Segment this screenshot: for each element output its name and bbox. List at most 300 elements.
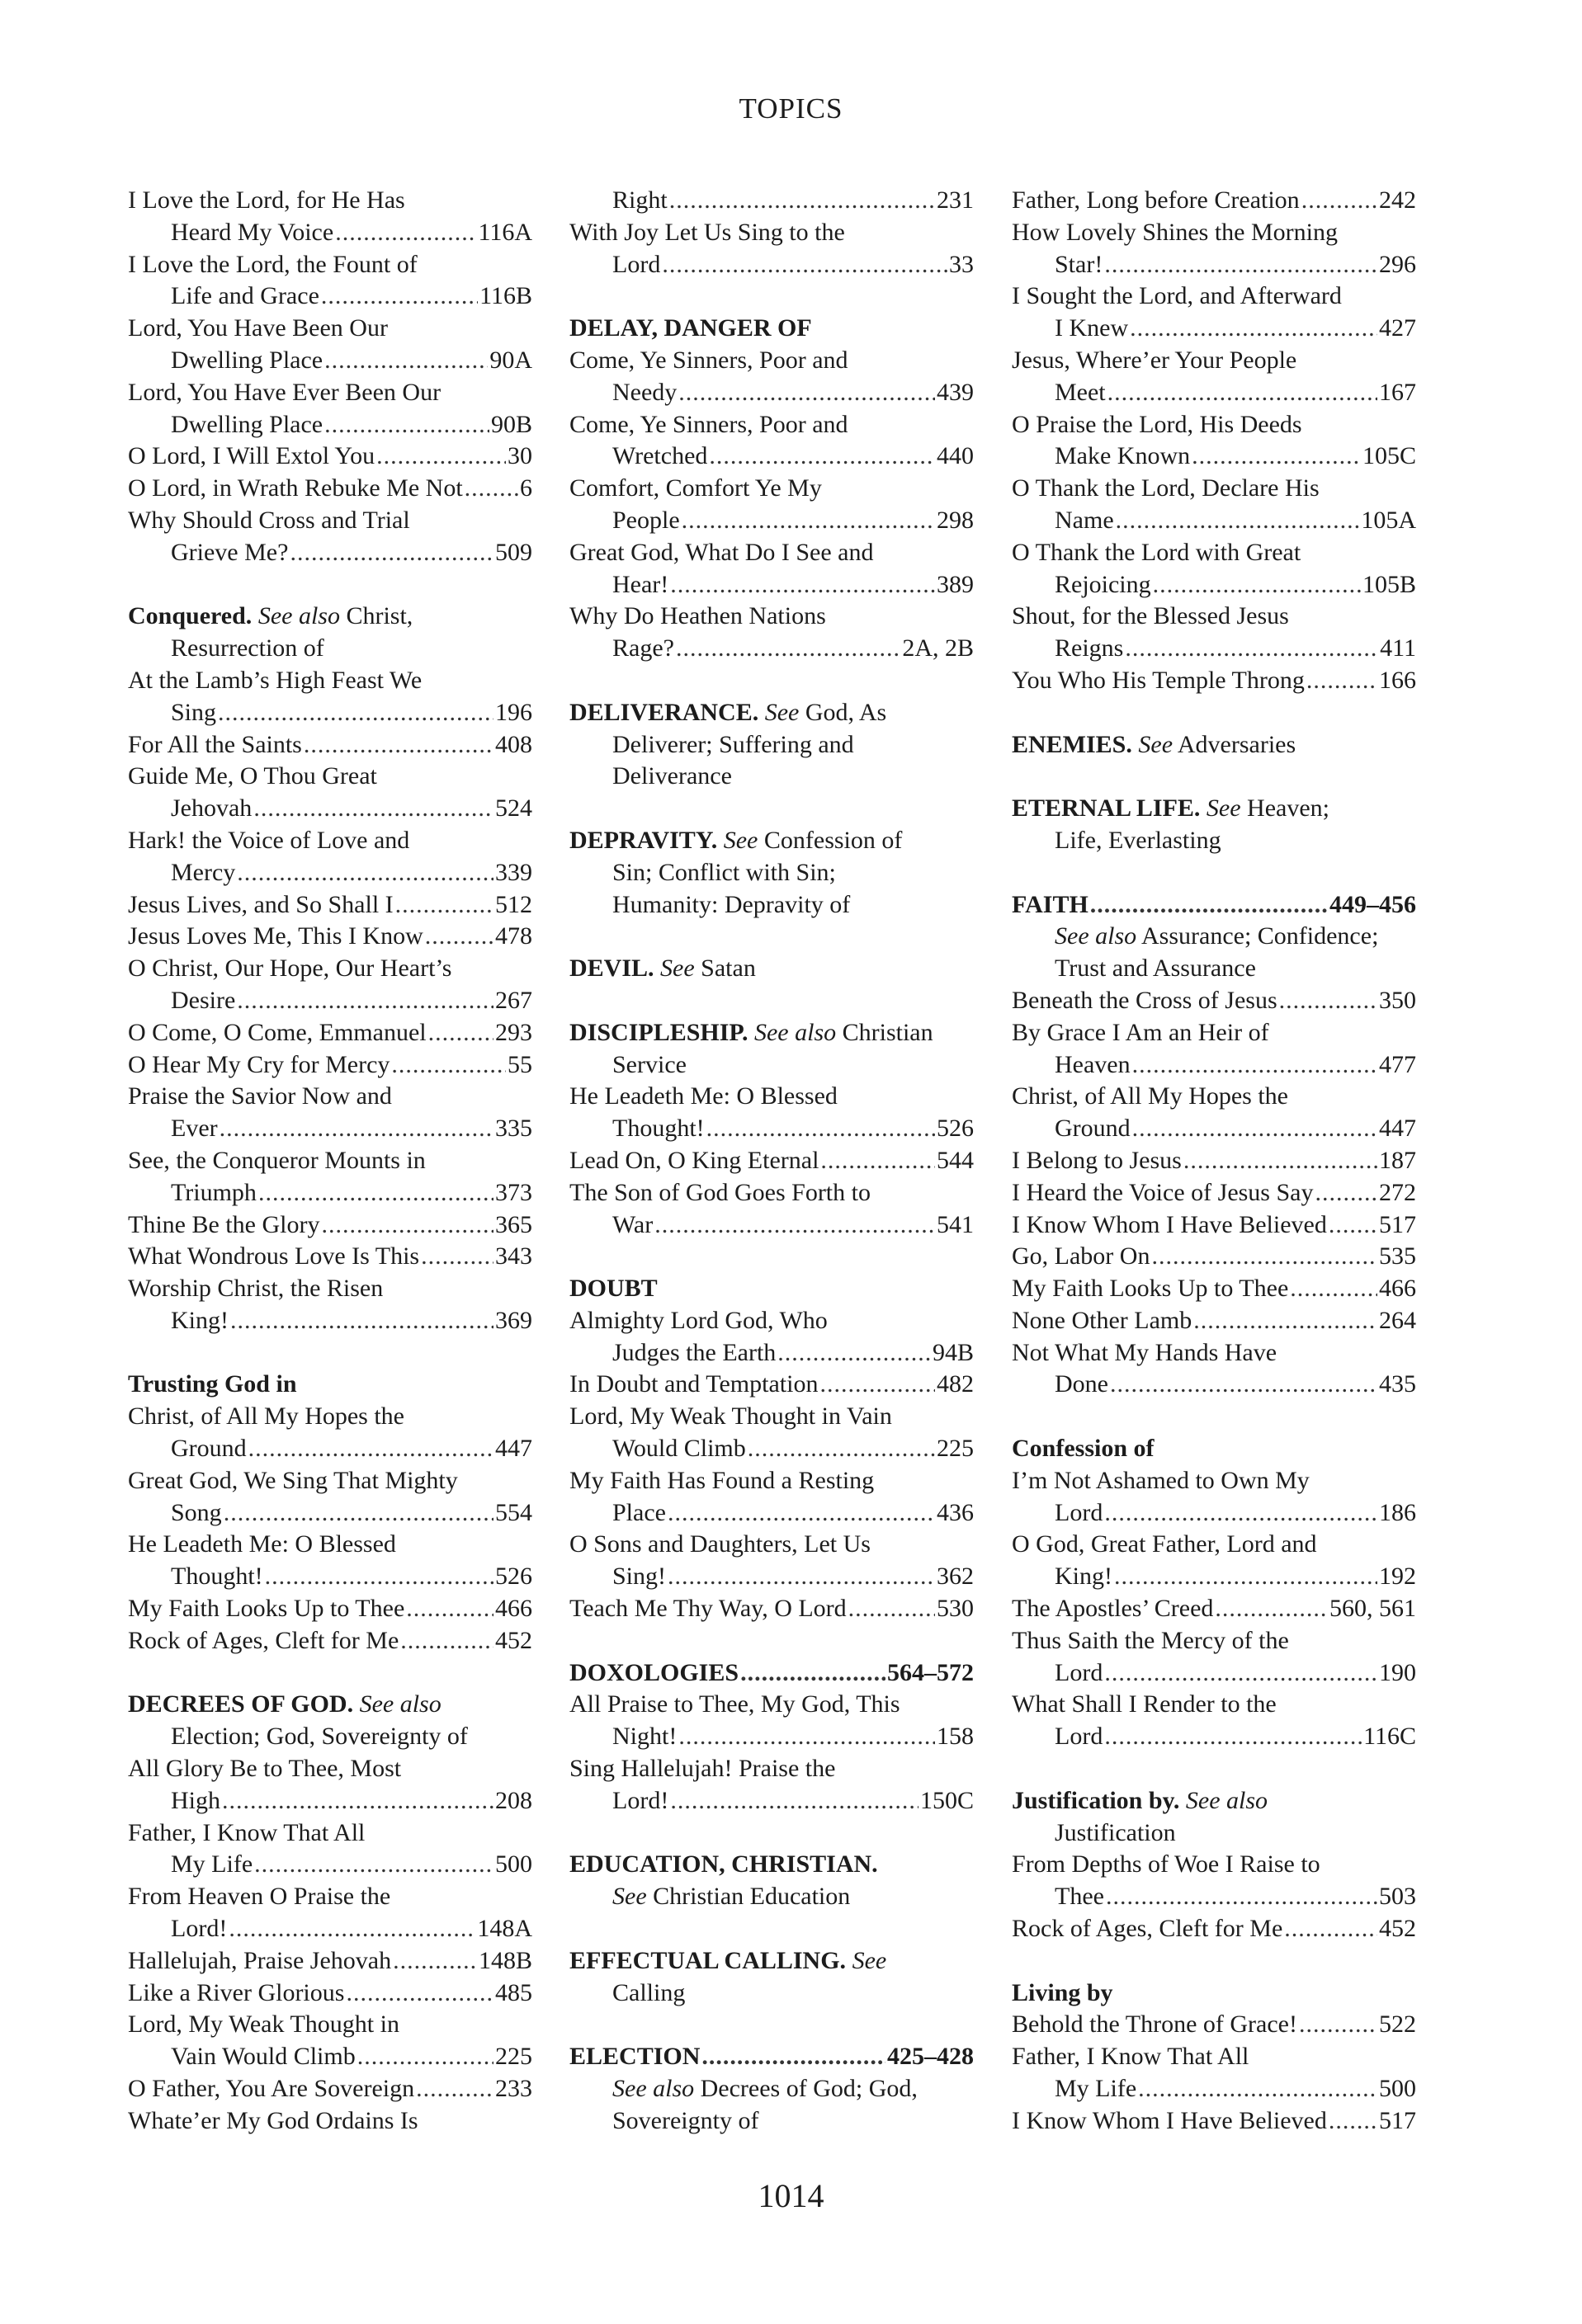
entry-text: High <box>171 1786 220 1814</box>
entry-text: Lead On, O King Eternal <box>569 1146 819 1174</box>
section-gap <box>569 921 974 953</box>
entry-text: My Life <box>171 1850 253 1879</box>
index-entry <box>128 537 532 569</box>
leader-dots <box>1151 1241 1377 1273</box>
leader-dots <box>676 633 900 665</box>
entry-text: I Know Whom I Have Believed <box>1012 1210 1327 1238</box>
leader-dots <box>248 1433 493 1465</box>
page-reference: 564–572 <box>887 1658 974 1686</box>
leader-dots <box>222 1785 493 1817</box>
section-gap <box>569 665 974 697</box>
entry-text: O Lord, in Wrath Rebuke Me Not <box>128 474 463 502</box>
leader-dots <box>1138 2073 1377 2105</box>
entry-title: Lord, My Weak Thought in <box>128 2011 399 2039</box>
page-reference: 116C <box>1363 1723 1416 1751</box>
index-entry <box>128 1561 532 1593</box>
entry-title: O Sons and Daughters, Let Us <box>569 1530 871 1558</box>
index-entry <box>128 1305 532 1337</box>
entry-title: Father, I Know That All <box>1012 2043 1249 2071</box>
page-reference: 512 <box>495 890 532 918</box>
entry-text: Go, Labor On <box>1012 1242 1150 1270</box>
page-reference: 560, 561 <box>1329 1595 1416 1623</box>
leader-dots <box>1284 1913 1377 1945</box>
topic-heading <box>569 2041 974 2073</box>
entry-continuation: Sovereignty of <box>612 2106 759 2134</box>
entry-text: Make Known <box>1055 442 1191 470</box>
leader-dots <box>218 697 493 729</box>
entry-title: All Praise to Thee, My God, This <box>569 1690 900 1718</box>
index-entry <box>1012 1177 1416 1209</box>
topic-heading <box>128 601 532 633</box>
cross-reference-text: Heaven; <box>1247 794 1329 823</box>
page-reference: 449–456 <box>1329 890 1416 918</box>
entry-text: Beneath the Cross of Jesus <box>1012 986 1277 1014</box>
leader-dots <box>1090 889 1328 922</box>
entry-title: What Shall I Render to the <box>1012 1690 1277 1718</box>
see-also-label: See <box>723 826 758 854</box>
section-gap <box>569 280 974 313</box>
entry-title: Why Do Heathen Nations <box>569 602 826 630</box>
entry-title: Praise the Savior Now and <box>128 1082 392 1110</box>
entry-text: Life and Grace <box>171 282 319 310</box>
index-entry <box>1012 1273 1416 1305</box>
leader-dots <box>669 185 935 217</box>
page-reference: 90A <box>489 346 532 374</box>
entry-text: Sing! <box>612 1563 667 1591</box>
entry-text: Heard My Voice <box>171 218 334 246</box>
leader-dots <box>1299 2009 1377 2041</box>
index-entry <box>128 1241 532 1273</box>
index-entry <box>1012 1113 1416 1145</box>
index-entry <box>569 1561 974 1593</box>
index-entry <box>1012 1145 1416 1177</box>
entry-text: Lord! <box>171 1915 228 1943</box>
entry-text: For All the Saints <box>128 730 302 758</box>
index-entry <box>569 1369 974 1401</box>
page-reference: 522 <box>1379 2011 1416 2039</box>
page-reference: 116B <box>479 282 532 310</box>
entry-title: Jesus, Where’er Your People <box>1012 346 1297 374</box>
leader-dots <box>346 1978 493 2010</box>
page-reference: 2A, 2B <box>902 634 974 662</box>
page-reference: 105B <box>1362 570 1416 598</box>
index-entry <box>128 857 532 889</box>
leader-dots <box>662 249 947 281</box>
leader-dots <box>701 2041 885 2073</box>
leader-dots <box>1306 665 1377 697</box>
entry-title: Shout, for the Blessed Jesus <box>1012 602 1289 630</box>
index-entry <box>1012 2009 1416 2041</box>
entry-text: People <box>612 506 680 534</box>
page-reference: 187 <box>1379 1146 1416 1174</box>
topic-heading <box>569 1849 974 1881</box>
entry-text: Grieve Me? <box>171 538 289 566</box>
entry-text: Right <box>612 186 668 214</box>
leader-dots <box>304 729 493 761</box>
index-column-2 <box>569 185 974 2138</box>
index-entry <box>128 2041 532 2073</box>
index-entry <box>1012 313 1416 345</box>
topic-heading-text: ENEMIES. <box>1012 730 1132 758</box>
entry-text: Dwelling Place <box>171 410 323 438</box>
entry-title: I Love the Lord, for He Has <box>128 186 405 214</box>
entry-title: Lord, You Have Been Our <box>128 314 388 342</box>
see-also-label: See also <box>1185 1786 1268 1814</box>
section-gap <box>569 1817 974 1850</box>
page-reference: 436 <box>937 1498 974 1526</box>
section-gap <box>1012 1753 1416 1785</box>
entry-title: At the Lamb’s High Feast We <box>128 666 423 694</box>
entry-text: Lord <box>1055 1498 1103 1526</box>
page-reference: 233 <box>495 2075 532 2103</box>
index-entry <box>128 889 532 922</box>
page-reference: 503 <box>1379 1883 1416 1911</box>
page-reference: 466 <box>1379 1275 1416 1303</box>
entry-title: Hark! the Voice of Love and <box>128 826 410 854</box>
index-entry <box>1012 1305 1416 1337</box>
index-entry <box>569 1145 974 1177</box>
page-reference: 33 <box>949 250 974 278</box>
topic-heading-text: DELAY, DANGER OF <box>569 314 812 342</box>
leader-dots <box>1153 569 1361 601</box>
index-entry <box>1012 1657 1416 1690</box>
entry-title: From Heaven O Praise the <box>128 1883 391 1911</box>
entry-continuation: Life, Everlasting <box>1055 826 1221 854</box>
entry-text: O Father, You Are Sovereign <box>128 2075 415 2103</box>
page-reference: 554 <box>495 1498 532 1526</box>
topic-heading-text: EDUCATION, CHRISTIAN. <box>569 1850 878 1879</box>
see-also-label: See <box>660 955 695 983</box>
page-reference: 150C <box>919 1786 974 1814</box>
entry-text: Ground <box>171 1435 247 1463</box>
index-entry <box>128 729 532 761</box>
index-entry <box>569 1337 974 1369</box>
entry-title: Come, Ye Sinners, Poor and <box>569 410 848 438</box>
page-reference: 148B <box>478 1946 532 1974</box>
index-entry <box>128 1849 532 1881</box>
index-entry <box>1012 505 1416 537</box>
page-reference: 190 <box>1379 1658 1416 1686</box>
entry-title: Christ, of All My Hopes the <box>1012 1082 1288 1110</box>
page-reference: 231 <box>937 186 974 214</box>
entry-title: I Sought the Lord, and Afterward <box>1012 282 1342 310</box>
page-reference: 365 <box>495 1210 532 1238</box>
page-reference: 477 <box>1379 1050 1416 1078</box>
topic-heading-text: DOXOLOGIES <box>569 1658 739 1686</box>
entry-continuation: Calling <box>612 1978 686 2006</box>
page-reference: 411 <box>1380 634 1416 662</box>
index-entry <box>569 1721 974 1753</box>
leader-dots <box>391 1049 506 1082</box>
index-entry <box>1012 1593 1416 1625</box>
index-entry <box>1012 633 1416 665</box>
entry-text: O Come, O Come, Emmanuel <box>128 1018 427 1046</box>
page-reference: 389 <box>937 570 974 598</box>
leader-dots <box>324 409 489 441</box>
section-gap <box>569 985 974 1017</box>
leader-dots <box>1116 505 1360 537</box>
entry-text: My Faith Looks Up to Thee <box>1012 1275 1289 1303</box>
leader-dots <box>1279 985 1377 1017</box>
entry-text: Father, Long before Creation <box>1012 186 1300 214</box>
page-reference: 116A <box>478 218 532 246</box>
index-entry <box>569 1785 974 1817</box>
topic-heading <box>1012 729 1416 761</box>
entry-text: King! <box>171 1306 229 1334</box>
topic-heading-text: DISCIPLESHIP. <box>569 1018 748 1046</box>
page-reference: 167 <box>1379 378 1416 406</box>
entry-title: By Grace I Am an Heir of <box>1012 1018 1269 1046</box>
topic-heading <box>569 1273 974 1305</box>
entry-title: O Praise the Lord, His Deeds <box>1012 410 1302 438</box>
index-entry <box>128 345 532 377</box>
entry-title: Worship Christ, the Risen <box>128 1275 384 1303</box>
leader-dots <box>1215 1593 1328 1625</box>
page-reference: 105C <box>1362 442 1416 470</box>
entry-text: O Hear My Cry for Mercy <box>128 1050 390 1078</box>
see-also-label: See also <box>359 1690 442 1718</box>
page-reference: 452 <box>495 1626 532 1654</box>
section-gap <box>128 569 532 601</box>
leader-dots <box>820 1145 935 1177</box>
entry-text: Lord <box>1055 1723 1103 1751</box>
topic-heading <box>128 1689 532 1721</box>
entry-title: The Son of God Goes Forth to <box>569 1178 871 1206</box>
page-reference: 517 <box>1379 1210 1416 1238</box>
leader-dots <box>230 1305 493 1337</box>
index-entry <box>1012 1881 1416 1913</box>
entry-title: All Glory Be to Thee, Most <box>128 1755 402 1783</box>
index-entry <box>128 1209 532 1242</box>
leader-dots <box>654 1209 935 1242</box>
index-entry <box>128 793 532 825</box>
leader-dots <box>428 1017 493 1049</box>
index-entry <box>128 921 532 953</box>
section-gap <box>569 1913 974 1945</box>
leader-dots <box>748 1433 935 1465</box>
index-entry <box>128 1497 532 1530</box>
index-entry <box>569 441 974 473</box>
leader-dots <box>678 1721 935 1753</box>
entry-text: Lord <box>1055 1658 1103 1686</box>
page-reference: 535 <box>1379 1242 1416 1270</box>
index-entry <box>128 1113 532 1145</box>
cross-reference-text: Christian Education <box>653 1883 851 1911</box>
entry-title: Great God, We Sing That Mighty <box>128 1466 458 1494</box>
entry-text: The Apostles’ Creed <box>1012 1595 1214 1623</box>
entry-text: Rock of Ages, Cleft for Me <box>1012 1915 1283 1943</box>
see-also-label: See <box>764 698 800 726</box>
entry-text: Heaven <box>1055 1050 1131 1078</box>
cross-reference-text: Christ, <box>346 602 413 630</box>
entry-text: Lord <box>612 250 661 278</box>
leader-dots <box>848 1593 935 1625</box>
topic-heading <box>1012 889 1416 922</box>
page-reference: 526 <box>495 1563 532 1591</box>
leader-dots <box>258 1177 493 1209</box>
page-reference: 242 <box>1379 186 1416 214</box>
page-reference: 293 <box>495 1018 532 1046</box>
entry-text: Thought! <box>612 1115 705 1143</box>
leader-dots <box>229 1913 475 1945</box>
page-reference: 439 <box>937 378 974 406</box>
index-entry <box>128 985 532 1017</box>
entry-continuation: Deliverance <box>612 762 732 790</box>
entry-title: Thus Saith the Mercy of the <box>1012 1626 1289 1654</box>
entry-text: Ever <box>171 1115 218 1143</box>
leader-dots <box>253 793 493 825</box>
page-reference: 362 <box>937 1563 974 1591</box>
page-reference: 350 <box>1379 986 1416 1014</box>
leader-dots <box>709 441 935 473</box>
entry-title: With Joy Let Us Sing to the <box>569 218 845 246</box>
see-also-label: See also <box>612 2075 695 2103</box>
index-entry <box>128 1785 532 1817</box>
index-entry <box>569 249 974 281</box>
leader-dots <box>254 1849 493 1881</box>
page-reference: 186 <box>1379 1498 1416 1526</box>
leader-dots <box>668 1497 935 1530</box>
page-reference: 447 <box>495 1435 532 1463</box>
topic-heading <box>1012 793 1416 825</box>
page-reference: 369 <box>495 1306 532 1334</box>
see-also-label: See <box>1206 794 1241 823</box>
cross-reference-text: Adversaries <box>1177 730 1296 758</box>
leader-dots <box>1329 2105 1377 2138</box>
page-reference: 6 <box>520 474 532 502</box>
page-reference: 452 <box>1379 1915 1416 1943</box>
entry-text: I Belong to Jesus <box>1012 1146 1182 1174</box>
entry-title: He Leadeth Me: O Blessed <box>128 1530 396 1558</box>
page-reference: 225 <box>937 1435 974 1463</box>
index-entry <box>128 1945 532 1978</box>
entry-title: Lord, You Have Ever Been Our <box>128 378 442 406</box>
page-reference: 296 <box>1379 250 1416 278</box>
entry-continuation: Humanity: Depravity of <box>612 890 851 918</box>
leader-dots <box>1104 249 1377 281</box>
entry-text: War <box>612 1210 654 1238</box>
entry-continuation: Election; God, Sovereignty of <box>171 1723 468 1751</box>
entry-title: Why Should Cross and Trial <box>128 506 410 534</box>
leader-dots <box>777 1337 931 1369</box>
entry-continuation: Service <box>612 1050 687 1078</box>
topic-heading-text: DEVIL. <box>569 955 654 983</box>
page-reference: 526 <box>937 1115 974 1143</box>
page-number: 1014 <box>758 2177 824 2214</box>
index-entry <box>1012 2073 1416 2105</box>
page-reference: 509 <box>495 538 532 566</box>
index-entry <box>128 473 532 505</box>
topic-heading-text: FAITH <box>1012 890 1089 918</box>
index-entry <box>128 217 532 249</box>
leader-dots <box>321 280 478 313</box>
index-entry <box>128 409 532 441</box>
page-reference: 541 <box>937 1210 974 1238</box>
leader-dots <box>1192 441 1361 473</box>
page-header: TOPICS <box>739 92 843 125</box>
index-entry <box>128 441 532 473</box>
leader-dots <box>1183 1145 1377 1177</box>
section-gap <box>569 1241 974 1273</box>
leader-dots <box>740 1657 885 1690</box>
leader-dots <box>237 985 493 1017</box>
entry-text: Needy <box>612 378 678 406</box>
index-entry <box>1012 1561 1416 1593</box>
index-entry <box>1012 1369 1416 1401</box>
page-reference: 373 <box>495 1178 532 1206</box>
leader-dots <box>335 217 476 249</box>
entry-title: He Leadeth Me: O Blessed <box>569 1082 838 1110</box>
entry-text: Reigns <box>1055 634 1124 662</box>
entry-title: How Lovely Shines the Morning <box>1012 218 1338 246</box>
see-also-label: See <box>612 1883 647 1911</box>
page-reference: 298 <box>937 506 974 534</box>
index-entry <box>128 1978 532 2010</box>
entry-text: Rage? <box>612 634 674 662</box>
entry-text: Rock of Ages, Cleft for Me <box>128 1626 399 1654</box>
index-entry <box>569 569 974 601</box>
entry-text: Behold the Throne of Grace! <box>1012 2011 1297 2039</box>
page-reference: 408 <box>495 730 532 758</box>
page-reference: 447 <box>1379 1115 1416 1143</box>
see-also-label: See <box>852 1946 887 1974</box>
index-entry <box>1012 985 1416 1017</box>
cross-reference-text: Satan <box>701 955 756 983</box>
entry-text: Like a River Glorious <box>128 1978 345 2006</box>
index-entry <box>1012 665 1416 697</box>
entry-text: O Lord, I Will Extol You <box>128 442 375 470</box>
entry-title: Almighty Lord God, Who <box>569 1306 828 1334</box>
topic-heading-text: DELIVERANCE. <box>569 698 759 726</box>
page-reference: 482 <box>937 1370 974 1398</box>
entry-text: I Heard the Voice of Jesus Say <box>1012 1178 1314 1206</box>
entry-title: From Depths of Woe I Raise to <box>1012 1850 1320 1879</box>
topic-heading <box>1012 1978 1416 2010</box>
leader-dots <box>290 537 493 569</box>
entry-title: Great God, What Do I See and <box>569 538 874 566</box>
entry-title: O Thank the Lord with Great <box>1012 538 1301 566</box>
leader-dots <box>1193 1305 1377 1337</box>
index-entry <box>1012 569 1416 601</box>
page-reference: 339 <box>495 858 532 886</box>
index-entry <box>569 633 974 665</box>
leader-dots <box>395 889 493 922</box>
section-gap <box>128 1657 532 1690</box>
index-column-1 <box>128 185 532 2138</box>
leader-dots <box>1329 1209 1377 1242</box>
leader-dots <box>357 2041 493 2073</box>
entry-text: Jesus Lives, and So Shall I <box>128 890 394 918</box>
index-entry <box>569 185 974 217</box>
entry-text: Rejoicing <box>1055 570 1151 598</box>
index-entry <box>569 1593 974 1625</box>
index-entry <box>1012 2105 1416 2138</box>
cross-reference <box>1012 921 1416 953</box>
cross-reference-text: God, As <box>805 698 887 726</box>
leader-dots <box>421 1241 493 1273</box>
leader-dots <box>1104 1497 1377 1530</box>
entry-text: Song <box>171 1498 222 1526</box>
leader-dots <box>400 1625 493 1657</box>
section-gap <box>569 2009 974 2041</box>
leader-dots <box>682 505 935 537</box>
page-reference: 524 <box>495 794 532 823</box>
leader-dots <box>1315 1177 1377 1209</box>
page-reference: 55 <box>508 1050 532 1078</box>
see-also-label: See also <box>753 1018 837 1046</box>
entry-title: Father, I Know That All <box>128 1818 366 1846</box>
leader-dots <box>237 857 493 889</box>
